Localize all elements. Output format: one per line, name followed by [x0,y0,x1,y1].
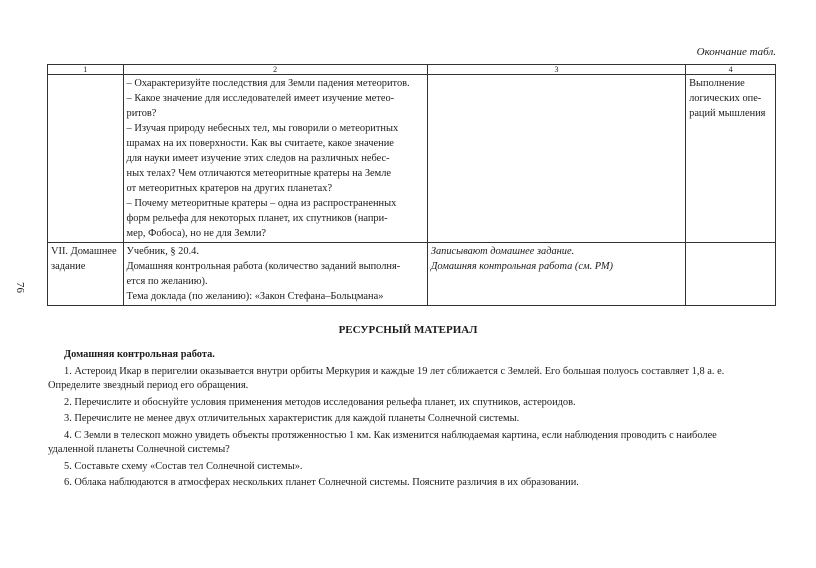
table-row [48,75,776,243]
item-line: 2. Перечислите и обоснуйте условия применения методов исследования рельефа планет, их спутников, астероидов. [64,396,576,408]
row1-stage-cell [48,75,124,243]
row2-content-cell [123,243,427,306]
text-line: ритов? [126,108,157,119]
text-line: от метеоритных кратеров на других планетах? [126,183,333,194]
lesson-table [47,64,776,306]
continuation-label: Окончание табл. [696,46,776,58]
page-number: 76 [14,282,26,293]
row2-stage-cell [48,243,124,306]
text-line: логических опе- [689,93,762,104]
list-item [48,429,780,458]
row2-student-cell [427,243,685,306]
text-line: раций мышления [689,108,766,119]
list-item [64,396,780,411]
col-number-3: 3 [427,65,685,75]
item-line: 6. Облака наблюдаются в атмосферах нескольких планет Солнечной системы. Поясните различия в их образовании. [64,477,579,488]
col-number-4: 4 [686,65,776,75]
list-item [64,460,780,475]
text-line: Домашняя контрольная работа (см. РМ) [430,261,613,272]
text-line: Записывают домашнее задание. [430,246,575,257]
text-line: Выполнение [689,78,745,89]
text-line: – Охарактеризуйте последствия для Земли падения метеоритов. [126,78,410,89]
text-line: ется по желанию). [126,276,208,287]
text-line: Тема доклада (по желанию): «Закон Стефана–Больцмана» [126,291,384,302]
table-header-row [48,65,776,75]
text-line: шрамах на их поверхности. Как вы считаете, какое значение [126,138,394,149]
row2-ud-cell [686,243,776,306]
item-line: Определите звездный период его обращения. [48,380,249,391]
text-line: – Изучая природу небесных тел, мы говорили о метеоритных [126,123,399,134]
text-line: ных телах? Чем отличаются метеоритные кратеры на Земле [126,168,392,179]
table-row [48,243,776,306]
text-line: форм рельефа для некоторых планет, их спутников (напри- [126,213,388,224]
homework-block [48,348,780,491]
row1-ud-cell [686,75,776,243]
section-title: РЕСУРСНЫЙ МАТЕРИАЛ [338,324,478,336]
col-number-2: 2 [123,65,427,75]
item-line: 3. Перечислите не менее двух отличительных характеристик для каждой планеты Солнечной системы. [64,413,520,424]
item-line: 5. Составьте схему «Состав тел Солнечной системы». [64,460,303,472]
text-line: – Почему метеоритные кратеры – одна из распространенных [126,198,397,209]
list-item [48,365,780,394]
row1-student-cell [427,75,685,243]
item-line: 4. С Земли в телескоп можно увидеть объекты протяженностью 1 км. Как изменится наблюдаемая картина, если наблюдения проводить с наиболее [64,429,717,441]
text-line: Домашняя контрольная работа (количество заданий выполня- [126,261,401,272]
list-item [64,476,780,491]
list-item [64,412,780,427]
row1-content-cell [123,75,427,243]
col-number-1: 1 [48,65,124,75]
text-line: – Какое значение для исследователей имеет изучение метео- [126,93,395,104]
text-line: мер, Фобоса), но не для Земли? [126,228,266,239]
text-line: Учебник, § 20.4. [126,246,199,257]
item-line: удаленной планеты Солнечной системы? [48,444,230,455]
item-line: 1. Астероид Икар в перигелии оказывается внутри орбиты Меркурия и каждые 19 лет сближается с Землей. Его большая полуось составляет 1,8 а. е. [64,365,725,377]
homework-title: Домашняя контрольная работа. [64,349,215,360]
text-line: для науки имеет изучение этих следов на различных небес- [126,153,390,164]
text-line: задание [51,261,86,272]
text-line: VII. Домашнее [51,246,117,257]
